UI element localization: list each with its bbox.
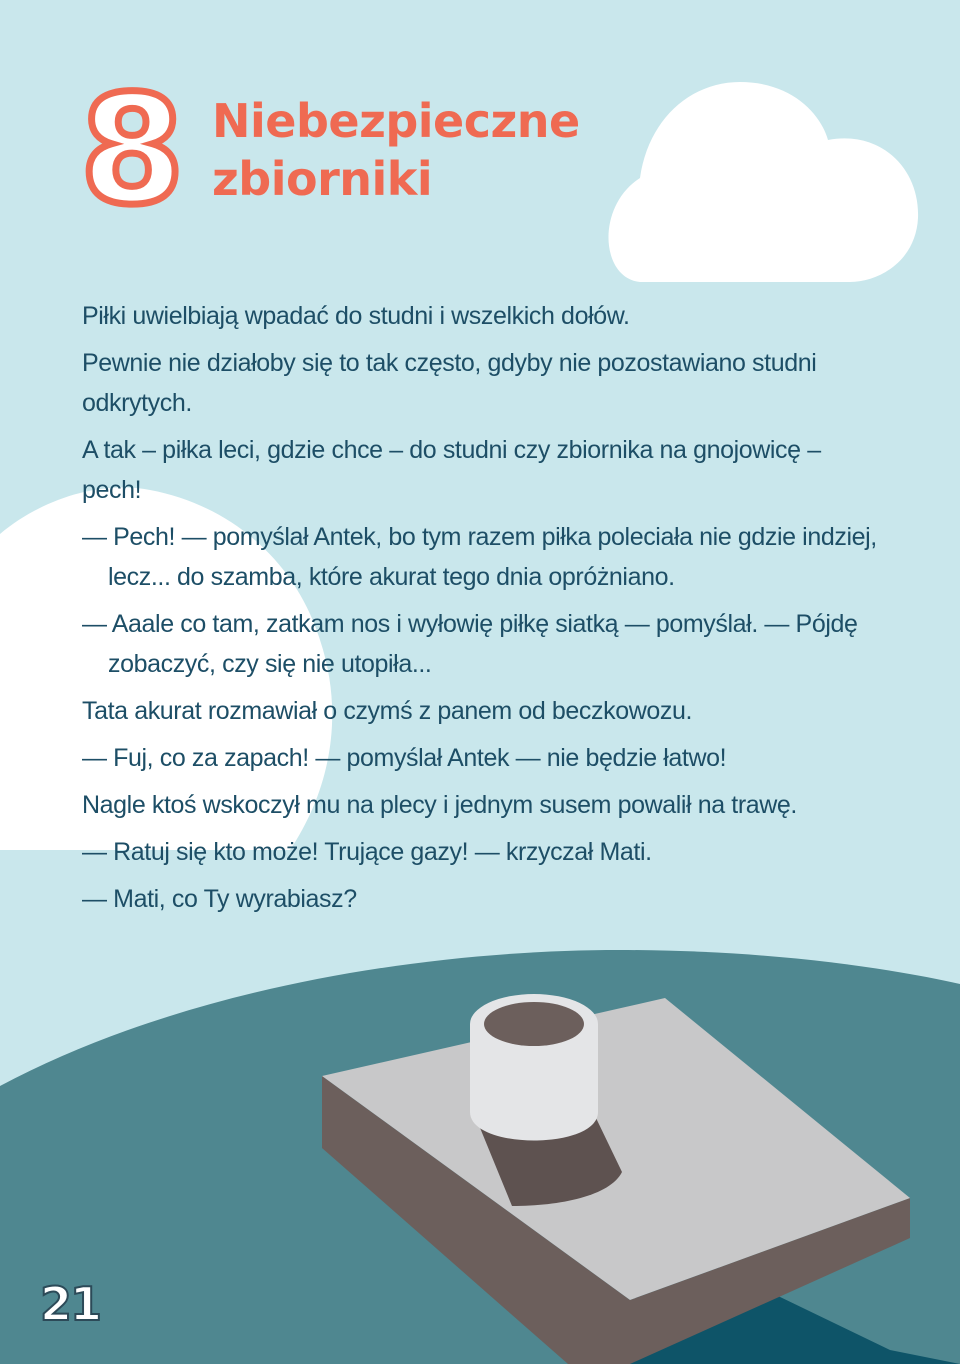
paragraph: Tata akurat rozmawiał o czymś z panem od beczkowozu.: [82, 697, 693, 725]
chapter-title-line-2: zbiorniki: [212, 152, 433, 206]
dialog-line: — Ratuj się kto może! Trujące gazy! — krzyczał Mati.: [82, 838, 652, 866]
story-text: [82, 296, 882, 926]
chapter-title: [212, 92, 580, 208]
dialog-line: — Pech! — pomyślał Antek, bo tym razem piłka poleciała nie gdzie indziej, lecz... do szamba, które akurat tego dnia opróżniano.: [82, 523, 877, 591]
paragraph: Nagle ktoś wskoczył mu na plecy i jednym susem powalił na trawę.: [82, 791, 797, 819]
pipe-opening: [484, 1002, 584, 1046]
cloud-right: [608, 82, 918, 282]
chapter-number: 8: [80, 64, 185, 238]
paragraph: Pewnie nie działoby się to tak często, gdyby nie pozostawiano studni odkrytych.: [82, 349, 817, 417]
dialog-line: — Fuj, co za zapach! — pomyślał Antek — nie będzie łatwo!: [82, 744, 727, 772]
paragraph: Piłki uwielbiają wpadać do studni i wszelkich dołów.: [82, 302, 630, 330]
page-number: 21: [40, 1277, 101, 1331]
dialog-line: — Mati, co Ty wyrabiasz?: [82, 885, 357, 913]
chapter-title-line-1: Niebezpieczne: [212, 94, 580, 148]
paragraph: A tak – piłka leci, gdzie chce – do studni czy zbiornika na gnojowicę – pech!: [82, 436, 821, 504]
dialog-line: — Aaale co tam, zatkam nos i wyłowię piłkę siatką — pomyślał. — Pójdę zobaczyć, czy się nie utopiła...: [82, 610, 858, 678]
